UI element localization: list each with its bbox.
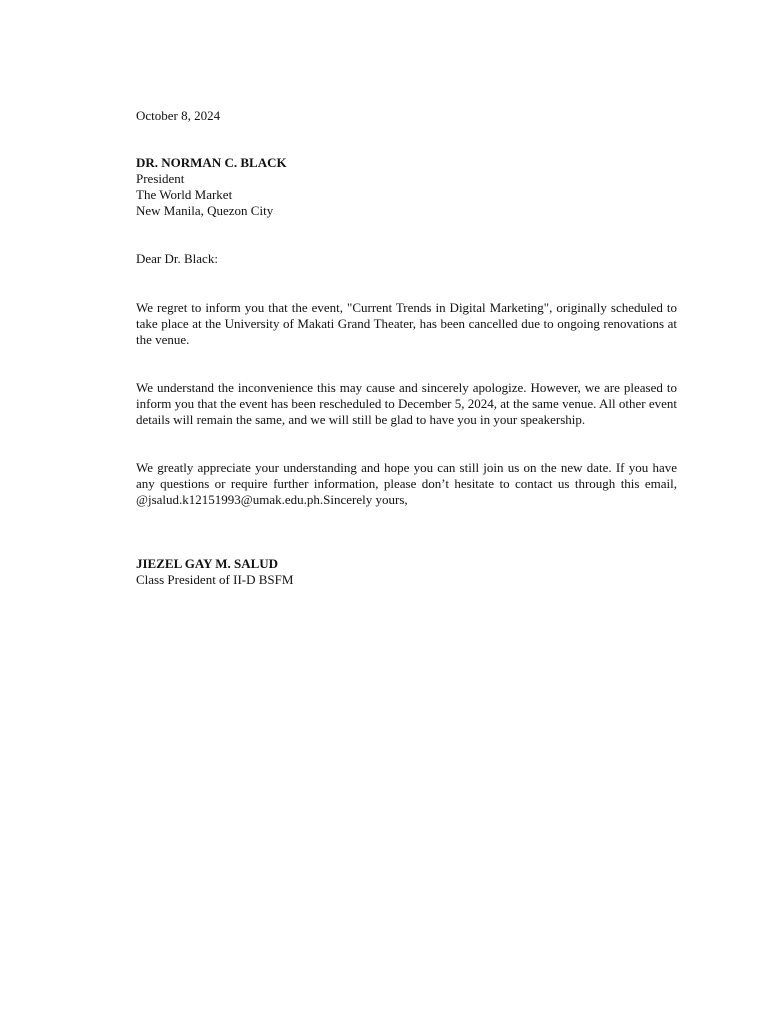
recipient-block: [136, 155, 677, 219]
letter-body: [136, 108, 677, 588]
recipient-organization: The World Market: [136, 187, 233, 202]
paragraph-closing: We greatly appreciate your understanding and hope you can still join us on the new date. If you have any questions or require further information, please don’t hesitate to contact us through this email, @jsalud.k12151993@umak.edu.ph.Sincerely yours,: [136, 460, 677, 507]
recipient-address: New Manila, Quezon City: [136, 203, 274, 218]
salutation: Dear Dr. Black:: [136, 251, 218, 266]
letter-date: October 8, 2024: [136, 108, 221, 123]
sender-title: Class President of II-D BSFM: [136, 572, 294, 587]
paragraph-cancellation: We regret to inform you that the event, "Current Trends in Digital Marketing", originally scheduled to take place at the University of Makati Grand Theater, has been cancelled due to ongoing renovations at the venue.: [136, 300, 677, 347]
sender-name: JIEZEL GAY M. SALUD: [136, 556, 279, 571]
signature-block: [136, 556, 677, 588]
paragraph-reschedule: We understand the inconvenience this may cause and sincerely apologize. However, we are pleased to inform you that the event has been rescheduled to December 5, 2024, at the same venue. All other event details will remain the same, and we will still be glad to have you in your speakership.: [136, 380, 677, 427]
recipient-title: President: [136, 171, 185, 186]
recipient-name: DR. NORMAN C. BLACK: [136, 155, 287, 170]
